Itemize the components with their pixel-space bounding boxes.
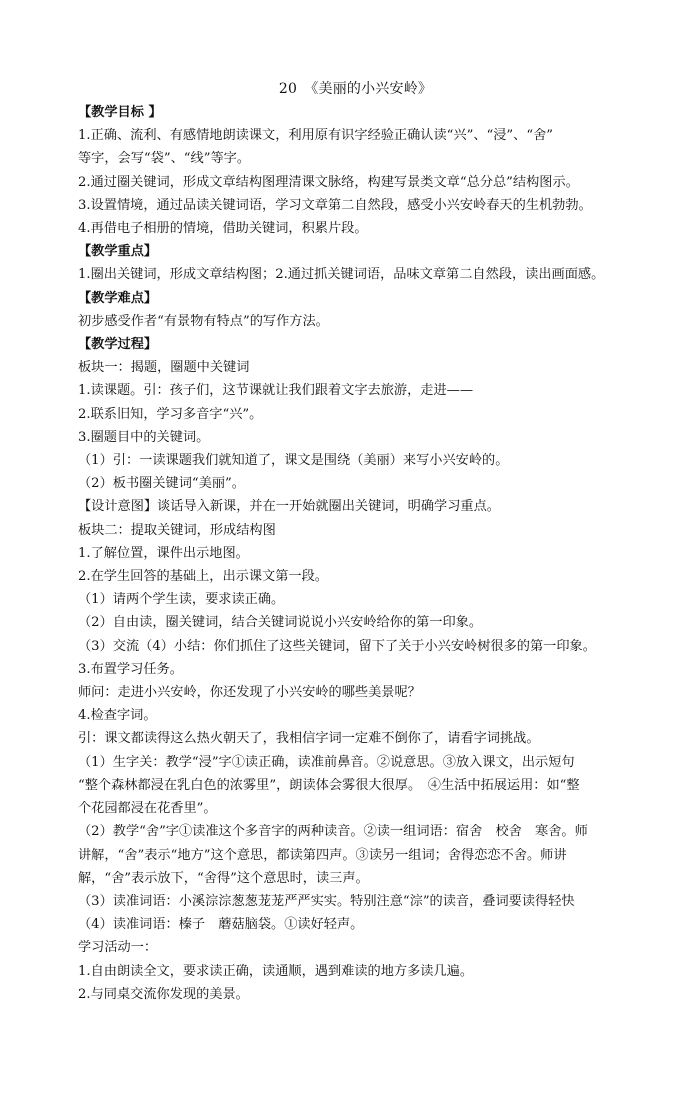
- document-body: [78, 79, 633, 1006]
- text-line: 1.圈出关键词，形成文章结构图；2.通过抓关键词语，品味文章第二自然段，读出画面感。: [78, 267, 605, 283]
- text-line: “整个森林都浸在乳白色的浓雾里”，朗读体会雾很大很厚。 ④生活中拓展运用：如“整: [78, 777, 580, 793]
- design-intent: 【设计意图】谈话导入新课，并在一开始就圈出关键词，明确学习重点。: [78, 499, 500, 515]
- block-heading-2: 板块二：提取关键词，形成结构图: [78, 522, 276, 538]
- text-line: 个花园都浸在花香里”。: [78, 801, 217, 817]
- text-line: 解，“舍”表示放下，“舍得”这个意思时，读三声。: [78, 870, 369, 886]
- text-line: 2.在学生回答的基础上，出示课文第一段。: [78, 569, 328, 585]
- section-heading-process: 【教学过程】: [78, 337, 158, 353]
- text-line: 初步感受作者“有景物有特点”的写作方法。: [78, 313, 329, 329]
- text-line: 2.联系旧知，学习多音字“兴”。: [78, 406, 263, 422]
- text-line: 等字，会写“袋”、“线”等字。: [78, 151, 251, 167]
- text-line: （2）教学“舍”字①读准这个多音字的两种读音。②读一组词语：宿舍 校舍 寒舍。师: [78, 824, 588, 840]
- text-line: 3.圈题目中的关键词。: [78, 429, 210, 445]
- text-line: 1.读课题。引：孩子们，这节课就让我们跟着文字去旅游，走进——: [78, 383, 474, 399]
- text-line: （2）自由读，圈关键词，结合关键词说说小兴安岭给你的第一印象。: [78, 615, 483, 631]
- text-line: 4.再借电子相册的情境，借助关键词，积累片段。: [78, 221, 368, 237]
- text-line: （4）读准词语：榛子 蘑菇脑袋。①读好轻声。: [78, 917, 364, 933]
- text-line: 师问：走进小兴安岭，你还发现了小兴安岭的哪些美景呢？: [78, 685, 421, 701]
- activity-heading: 学习活动一：: [78, 940, 158, 956]
- text-line: 3.设置情境，通过品读关键词语，学习文章第二自然段，感受小兴安岭春天的生机勃勃。: [78, 197, 592, 213]
- text-line: 4.检查字词。: [78, 708, 157, 724]
- lesson-title: 20 《美丽的小兴安岭》: [278, 81, 433, 97]
- lesson-text: [78, 101, 633, 1006]
- text-line: （1）请两个学生读，要求读正确。: [78, 592, 285, 608]
- text-line: （3）读准词语：小溪淙淙葱葱茏茏严严实实。特别注意“淙”的读音，叠词要读得轻快: [78, 893, 575, 909]
- text-line: 1.了解位置，课件出示地图。: [78, 545, 249, 561]
- text-line: 引：课文都读得这么热火朝天了，我相信字词一定难不倒你了，请看字词挑战。: [78, 731, 540, 747]
- text-line: 1.正确、流利、有感情地朗读课文，利用原有识字经验正确认读“兴”、“浸”、“舍”: [78, 128, 554, 144]
- text-line: （1）生字关：教学“浸”字①读正确，读准前鼻音。②说意思。③放入课文，出示短句: [78, 754, 575, 770]
- text-line: 2.通过圈关键词，形成文章结构图理清课文脉络，构建写景类文章“总分总”结构图示。: [78, 174, 579, 190]
- section-heading-key-points: 【教学重点】: [78, 244, 158, 260]
- text-line: 3.布置学习任务。: [78, 661, 183, 677]
- text-line: 2.与同桌交流你发现的美景。: [78, 986, 249, 1002]
- text-line: （1）引：一读课题我们就知道了，课文是围绕（美丽）来写小兴安岭的。: [78, 453, 509, 469]
- text-line: （3）交流（4）小结：你们抓住了这些关键词，留下了关于小兴安岭树很多的第一印象。: [78, 638, 596, 654]
- section-heading-difficulties: 【教学难点】: [78, 290, 158, 306]
- section-heading-objectives: 【教学目标 】: [78, 105, 162, 120]
- text-line: （2）板书圈关键词“美丽”。: [78, 476, 245, 492]
- text-line: 1.自由朗读全文，要求读正确，读通顺，遇到难读的地方多读几遍。: [78, 963, 474, 979]
- text-line: 讲解，“舍”表示“地方”这个意思，都读第四声。③读另一组词；舍得恋恋不舍。师讲: [78, 847, 567, 863]
- block-heading-1: 板块一：揭题，圈题中关键词: [78, 360, 250, 376]
